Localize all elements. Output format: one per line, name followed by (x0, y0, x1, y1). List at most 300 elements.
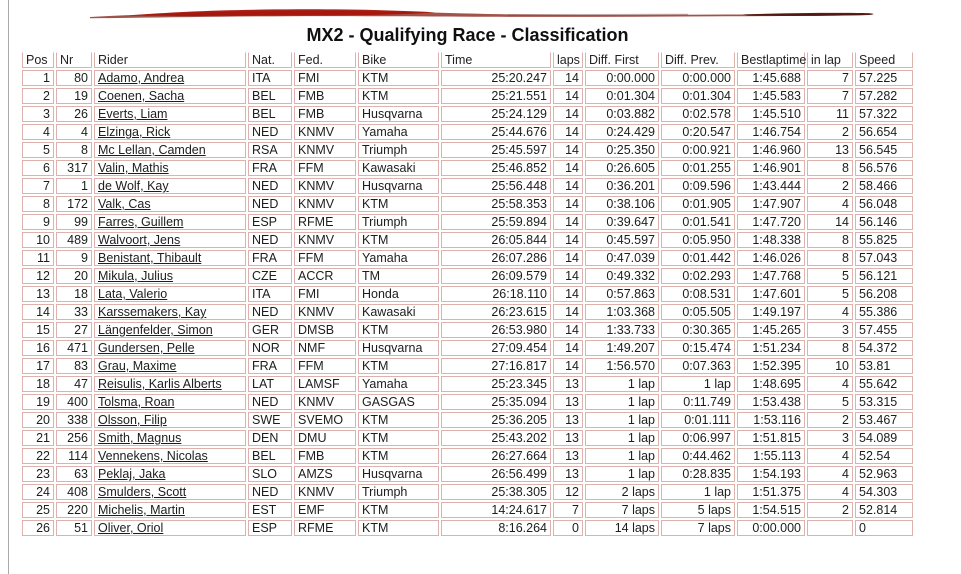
cell-bestlaptime: 1:52.395 (737, 358, 805, 374)
cell-bike: KTM (358, 322, 439, 338)
cell-time: 25:59.894 (441, 214, 551, 230)
cell-time: 26:09.579 (441, 268, 551, 284)
result-row (22, 340, 913, 356)
table-header (22, 52, 913, 68)
rider-link[interactable]: Mikula, Julius (98, 269, 174, 283)
cell-speed: 56.146 (855, 214, 913, 230)
cell-bestlaptime: 1:53.116 (737, 412, 805, 428)
cell-fed: AMZS (294, 466, 356, 482)
cell-pos: 3 (22, 106, 54, 122)
cell-laps: 14 (553, 160, 583, 176)
cell-nr: 18 (56, 286, 92, 302)
cell-laps: 14 (553, 70, 583, 86)
cell-nat: ITA (248, 286, 292, 302)
cell-nat: ITA (248, 70, 292, 86)
cell-diff_prev: 0:02.578 (661, 106, 735, 122)
rider-link[interactable]: Michelis, Martin (98, 503, 185, 517)
result-row (22, 106, 913, 122)
cell-diff_first: 0:49.332 (585, 268, 659, 284)
column-header-pos: Pos (22, 52, 54, 68)
cell-rider (94, 160, 246, 176)
cell-nat: NED (248, 484, 292, 500)
cell-speed: 56.048 (855, 196, 913, 212)
cell-pos: 23 (22, 466, 54, 482)
rider-link[interactable]: Farres, Guillem (98, 215, 184, 229)
cell-speed: 57.225 (855, 70, 913, 86)
cell-rider (94, 358, 246, 374)
rider-link[interactable]: Tolsma, Roan (98, 395, 175, 409)
cell-pos: 7 (22, 178, 54, 194)
cell-in_lap: 3 (807, 322, 853, 338)
cell-time: 25:56.448 (441, 178, 551, 194)
rider-link[interactable]: Coenen, Sacha (98, 89, 185, 103)
cell-diff_prev: 0:01.442 (661, 250, 735, 266)
cell-time: 26:18.110 (441, 286, 551, 302)
cell-bestlaptime: 1:51.375 (737, 484, 805, 500)
cell-bike: KTM (358, 232, 439, 248)
cell-bike: GASGAS (358, 394, 439, 410)
result-row (22, 250, 913, 266)
result-row (22, 484, 913, 500)
page-title: MX2 - Qualifying Race - Classification (306, 25, 629, 45)
cell-nat: RSA (248, 142, 292, 158)
cell-bestlaptime: 1:48.695 (737, 376, 805, 392)
rider-link[interactable]: Everts, Liam (98, 107, 168, 121)
result-row (22, 322, 913, 338)
cell-nat: NED (248, 394, 292, 410)
cell-diff_first: 1:03.368 (585, 304, 659, 320)
cell-bestlaptime: 1:47.601 (737, 286, 805, 302)
cell-bike: KTM (358, 358, 439, 374)
cell-nat: NED (248, 196, 292, 212)
cell-pos: 14 (22, 304, 54, 320)
cell-diff_first: 0:25.350 (585, 142, 659, 158)
cell-in_lap: 13 (807, 142, 853, 158)
cell-bestlaptime: 1:46.026 (737, 250, 805, 266)
result-row (22, 88, 913, 104)
cell-bestlaptime: 1:49.197 (737, 304, 805, 320)
cell-in_lap: 8 (807, 232, 853, 248)
cell-diff_first: 0:36.201 (585, 178, 659, 194)
cell-bestlaptime: 1:47.907 (737, 196, 805, 212)
cell-diff_first: 2 laps (585, 484, 659, 500)
cell-time: 25:58.353 (441, 196, 551, 212)
cell-in_lap: 8 (807, 340, 853, 356)
cell-in_lap: 10 (807, 358, 853, 374)
cell-time: 25:43.202 (441, 430, 551, 446)
cell-nat: FRA (248, 160, 292, 176)
cell-fed: KNMV (294, 304, 356, 320)
cell-fed: KNMV (294, 178, 356, 194)
cell-speed: 55.642 (855, 376, 913, 392)
cell-time: 26:05.844 (441, 232, 551, 248)
cell-laps: 14 (553, 268, 583, 284)
cell-pos: 22 (22, 448, 54, 464)
rider-link[interactable]: Lata, Valerio (98, 287, 168, 301)
cell-nr: 20 (56, 268, 92, 284)
cell-in_lap: 2 (807, 412, 853, 428)
cell-diff_prev: 0:01.541 (661, 214, 735, 230)
cell-diff_prev: 5 laps (661, 502, 735, 518)
cell-laps: 14 (553, 196, 583, 212)
cell-diff_first: 0:39.647 (585, 214, 659, 230)
rider-link[interactable]: Walvoort, Jens (98, 233, 181, 247)
cell-nat: BEL (248, 88, 292, 104)
cell-rider (94, 502, 246, 518)
cell-speed: 57.043 (855, 250, 913, 266)
cell-in_lap: 8 (807, 250, 853, 266)
cell-in_lap: 8 (807, 160, 853, 176)
rider-link[interactable]: Vennekens, Nicolas (98, 449, 208, 463)
cell-bike: KTM (358, 520, 439, 536)
cell-pos: 8 (22, 196, 54, 212)
cell-bike: KTM (358, 412, 439, 428)
cell-fed: LAMSF (294, 376, 356, 392)
cell-laps: 14 (553, 304, 583, 320)
cell-rider (94, 322, 246, 338)
cell-rider (94, 88, 246, 104)
column-header-in_lap: in lap (807, 52, 853, 68)
cell-fed: SVEMO (294, 412, 356, 428)
cell-in_lap: 7 (807, 70, 853, 86)
cell-nr: 33 (56, 304, 92, 320)
cell-bike: Kawasaki (358, 160, 439, 176)
cell-pos: 1 (22, 70, 54, 86)
cell-nat: NED (248, 124, 292, 140)
column-header-bike: Bike (358, 52, 439, 68)
rider-link[interactable]: Grau, Maxime (98, 359, 177, 373)
cell-time: 25:24.129 (441, 106, 551, 122)
cell-laps: 14 (553, 106, 583, 122)
cell-bike: Kawasaki (358, 304, 439, 320)
result-row (22, 196, 913, 212)
cell-speed: 56.208 (855, 286, 913, 302)
cell-bike: Yamaha (358, 124, 439, 140)
cell-pos: 12 (22, 268, 54, 284)
cell-speed: 54.089 (855, 430, 913, 446)
cell-fed: KNMV (294, 124, 356, 140)
cell-bestlaptime: 1:45.688 (737, 70, 805, 86)
cell-diff_prev: 0:00.921 (661, 142, 735, 158)
cell-nat: GER (248, 322, 292, 338)
cell-in_lap: 7 (807, 88, 853, 104)
cell-rider (94, 106, 246, 122)
result-row (22, 268, 913, 284)
cell-nr: 51 (56, 520, 92, 536)
cell-diff_first: 1:49.207 (585, 340, 659, 356)
cell-time: 25:36.205 (441, 412, 551, 428)
cell-pos: 21 (22, 430, 54, 446)
cell-nr: 80 (56, 70, 92, 86)
cell-fed: FFM (294, 250, 356, 266)
cell-nat: CZE (248, 268, 292, 284)
cell-speed: 0 (855, 520, 913, 536)
cell-pos: 25 (22, 502, 54, 518)
rider-link[interactable]: Olsson, Filip (98, 413, 167, 427)
cell-pos: 2 (22, 88, 54, 104)
cell-speed: 53.81 (855, 358, 913, 374)
cell-fed: KNMV (294, 232, 356, 248)
cell-bestlaptime: 1:51.234 (737, 340, 805, 356)
cell-in_lap: 2 (807, 502, 853, 518)
cell-diff_prev: 0:01.255 (661, 160, 735, 176)
cell-in_lap: 4 (807, 466, 853, 482)
cell-nat: ESP (248, 520, 292, 536)
cell-rider (94, 250, 246, 266)
cell-fed: DMSB (294, 322, 356, 338)
cell-bestlaptime: 1:46.960 (737, 142, 805, 158)
cell-pos: 16 (22, 340, 54, 356)
rider-link[interactable]: Valk, Cas (98, 197, 151, 211)
cell-nat: NED (248, 178, 292, 194)
rider-link[interactable]: Elzinga, Rick (98, 125, 171, 139)
cell-diff_prev: 0:15.474 (661, 340, 735, 356)
cell-rider (94, 430, 246, 446)
result-row (22, 520, 913, 536)
rider-link[interactable]: Gundersen, Pelle (98, 341, 195, 355)
cell-bestlaptime: 1:46.901 (737, 160, 805, 176)
column-header-speed: Speed (855, 52, 913, 68)
cell-time: 27:16.817 (441, 358, 551, 374)
rider-link[interactable]: Smulders, Scott (98, 485, 187, 499)
cell-nr: 400 (56, 394, 92, 410)
cell-diff_first: 0:45.597 (585, 232, 659, 248)
cell-laps: 13 (553, 376, 583, 392)
rider-link[interactable]: Längenfelder, Simon (98, 323, 213, 337)
cell-diff_prev: 0:08.531 (661, 286, 735, 302)
cell-nr: 1 (56, 178, 92, 194)
cell-nat: FRA (248, 250, 292, 266)
cell-diff_prev: 1 lap (661, 484, 735, 500)
cell-rider (94, 394, 246, 410)
column-header-nat: Nat. (248, 52, 292, 68)
cell-laps: 13 (553, 394, 583, 410)
cell-speed: 56.576 (855, 160, 913, 176)
cell-diff_prev: 7 laps (661, 520, 735, 536)
cell-in_lap: 5 (807, 268, 853, 284)
cell-bike: Husqvarna (358, 178, 439, 194)
cell-fed: FMB (294, 448, 356, 464)
cell-diff_first: 1 lap (585, 412, 659, 428)
cell-pos: 13 (22, 286, 54, 302)
result-row (22, 466, 913, 482)
cell-pos: 17 (22, 358, 54, 374)
rider-link[interactable]: Mc Lellan, Camden (98, 143, 206, 157)
cell-in_lap: 2 (807, 124, 853, 140)
cell-nr: 99 (56, 214, 92, 230)
cell-pos: 6 (22, 160, 54, 176)
cell-nr: 47 (56, 376, 92, 392)
cell-diff_first: 0:26.605 (585, 160, 659, 176)
cell-speed: 52.814 (855, 502, 913, 518)
result-row (22, 70, 913, 86)
result-row (22, 232, 913, 248)
cell-diff_prev: 0:06.997 (661, 430, 735, 446)
cell-rider (94, 142, 246, 158)
cell-diff_prev: 0:44.462 (661, 448, 735, 464)
result-row (22, 502, 913, 518)
cell-bestlaptime: 1:45.583 (737, 88, 805, 104)
cell-nat: ESP (248, 214, 292, 230)
cell-speed: 52.54 (855, 448, 913, 464)
cell-rider (94, 484, 246, 500)
cell-laps: 14 (553, 250, 583, 266)
cell-diff_first: 1 lap (585, 448, 659, 464)
cell-in_lap: 4 (807, 304, 853, 320)
cell-nat: BEL (248, 106, 292, 122)
cell-diff_prev: 0:05.505 (661, 304, 735, 320)
cell-speed: 54.303 (855, 484, 913, 500)
result-row (22, 142, 913, 158)
cell-bike: KTM (358, 70, 439, 86)
cell-in_lap (807, 520, 853, 536)
cell-nr: 489 (56, 232, 92, 248)
cell-rider (94, 268, 246, 284)
cell-laps: 14 (553, 340, 583, 356)
cell-bestlaptime: 1:45.265 (737, 322, 805, 338)
cell-diff_first: 0:00.000 (585, 70, 659, 86)
cell-time: 25:21.551 (441, 88, 551, 104)
column-header-laps: laps (553, 52, 583, 68)
cell-laps: 12 (553, 484, 583, 500)
cell-nr: 4 (56, 124, 92, 140)
cell-time: 25:23.345 (441, 376, 551, 392)
rider-link[interactable]: de Wolf, Kay (98, 179, 169, 193)
cell-laps: 13 (553, 448, 583, 464)
cell-bestlaptime: 1:47.768 (737, 268, 805, 284)
cell-diff_first: 1 lap (585, 394, 659, 410)
cell-bestlaptime: 1:51.815 (737, 430, 805, 446)
cell-pos: 10 (22, 232, 54, 248)
cell-rider (94, 520, 246, 536)
rider-link[interactable]: Benistant, Thibault (98, 251, 202, 265)
cell-time: 14:24.617 (441, 502, 551, 518)
cell-nr: 63 (56, 466, 92, 482)
cell-fed: FMB (294, 106, 356, 122)
cell-fed: FFM (294, 358, 356, 374)
cell-bike: Triumph (358, 484, 439, 500)
cell-pos: 26 (22, 520, 54, 536)
cell-fed: KNMV (294, 142, 356, 158)
cell-diff_first: 0:57.863 (585, 286, 659, 302)
cell-time: 8:16.264 (441, 520, 551, 536)
cell-pos: 9 (22, 214, 54, 230)
cell-nr: 26 (56, 106, 92, 122)
window-left-border (8, 0, 9, 574)
cell-nr: 317 (56, 160, 92, 176)
cell-nat: DEN (248, 430, 292, 446)
cell-bike: KTM (358, 430, 439, 446)
cell-nr: 27 (56, 322, 92, 338)
cell-nat: NED (248, 304, 292, 320)
cell-laps: 14 (553, 88, 583, 104)
cell-diff_first: 7 laps (585, 502, 659, 518)
cell-fed: FMI (294, 70, 356, 86)
cell-bestlaptime: 1:53.438 (737, 394, 805, 410)
cell-bike: Husqvarna (358, 466, 439, 482)
cell-in_lap: 14 (807, 214, 853, 230)
rider-link[interactable]: Karssemakers, Kay (98, 305, 207, 319)
cell-diff_first: 1 lap (585, 466, 659, 482)
cell-fed: FFM (294, 160, 356, 176)
cell-bike: Triumph (358, 214, 439, 230)
cell-pos: 20 (22, 412, 54, 428)
cell-time: 26:27.664 (441, 448, 551, 464)
result-row (22, 214, 913, 230)
result-row (22, 124, 913, 140)
rider-link[interactable]: Valin, Mathis (98, 161, 169, 175)
cell-pos: 4 (22, 124, 54, 140)
cell-bike: Honda (358, 286, 439, 302)
cell-bike: Husqvarna (358, 340, 439, 356)
cell-rider (94, 214, 246, 230)
cell-time: 26:53.980 (441, 322, 551, 338)
cell-rider (94, 340, 246, 356)
cell-bestlaptime: 1:54.515 (737, 502, 805, 518)
cell-in_lap: 4 (807, 196, 853, 212)
result-row (22, 376, 913, 392)
cell-bike: KTM (358, 88, 439, 104)
cell-time: 26:23.615 (441, 304, 551, 320)
cell-fed: ACCR (294, 268, 356, 284)
cell-speed: 55.386 (855, 304, 913, 320)
cell-speed: 57.455 (855, 322, 913, 338)
cell-time: 27:09.454 (441, 340, 551, 356)
cell-laps: 14 (553, 142, 583, 158)
cell-laps: 13 (553, 466, 583, 482)
cell-nr: 9 (56, 250, 92, 266)
cell-rider (94, 448, 246, 464)
rider-link[interactable]: Adamo, Andrea (98, 71, 185, 85)
cell-laps: 14 (553, 286, 583, 302)
rider-link[interactable]: Oliver, Oriol (98, 521, 164, 535)
cell-bestlaptime: 1:47.720 (737, 214, 805, 230)
rider-link[interactable]: Reisulis, Karlis Alberts (98, 377, 222, 391)
rider-link[interactable]: Smith, Magnus (98, 431, 182, 445)
cell-diff_prev: 0:00.000 (661, 70, 735, 86)
brush-stroke-decoration (88, 6, 880, 24)
cell-diff_first: 1:56.570 (585, 358, 659, 374)
cell-laps: 13 (553, 412, 583, 428)
cell-pos: 19 (22, 394, 54, 410)
cell-speed: 53.467 (855, 412, 913, 428)
cell-nat: NOR (248, 340, 292, 356)
cell-laps: 14 (553, 178, 583, 194)
cell-rider (94, 304, 246, 320)
cell-bike: Triumph (358, 142, 439, 158)
cell-fed: KNMV (294, 196, 356, 212)
cell-speed: 56.121 (855, 268, 913, 284)
cell-nat: SLO (248, 466, 292, 482)
cell-bestlaptime: 1:46.754 (737, 124, 805, 140)
cell-pos: 11 (22, 250, 54, 266)
cell-diff_prev: 0:02.293 (661, 268, 735, 284)
cell-diff_first: 0:47.039 (585, 250, 659, 266)
cell-in_lap: 3 (807, 430, 853, 446)
cell-in_lap: 4 (807, 448, 853, 464)
cell-time: 26:07.286 (441, 250, 551, 266)
cell-rider (94, 286, 246, 302)
cell-speed: 52.963 (855, 466, 913, 482)
column-header-diff_prev: Diff. Prev. (661, 52, 735, 68)
cell-rider (94, 196, 246, 212)
cell-nr: 114 (56, 448, 92, 464)
rider-link[interactable]: Peklaj, Jaka (98, 467, 166, 481)
cell-nr: 19 (56, 88, 92, 104)
cell-laps: 14 (553, 214, 583, 230)
cell-fed: RFME (294, 214, 356, 230)
cell-diff_prev: 0:07.363 (661, 358, 735, 374)
